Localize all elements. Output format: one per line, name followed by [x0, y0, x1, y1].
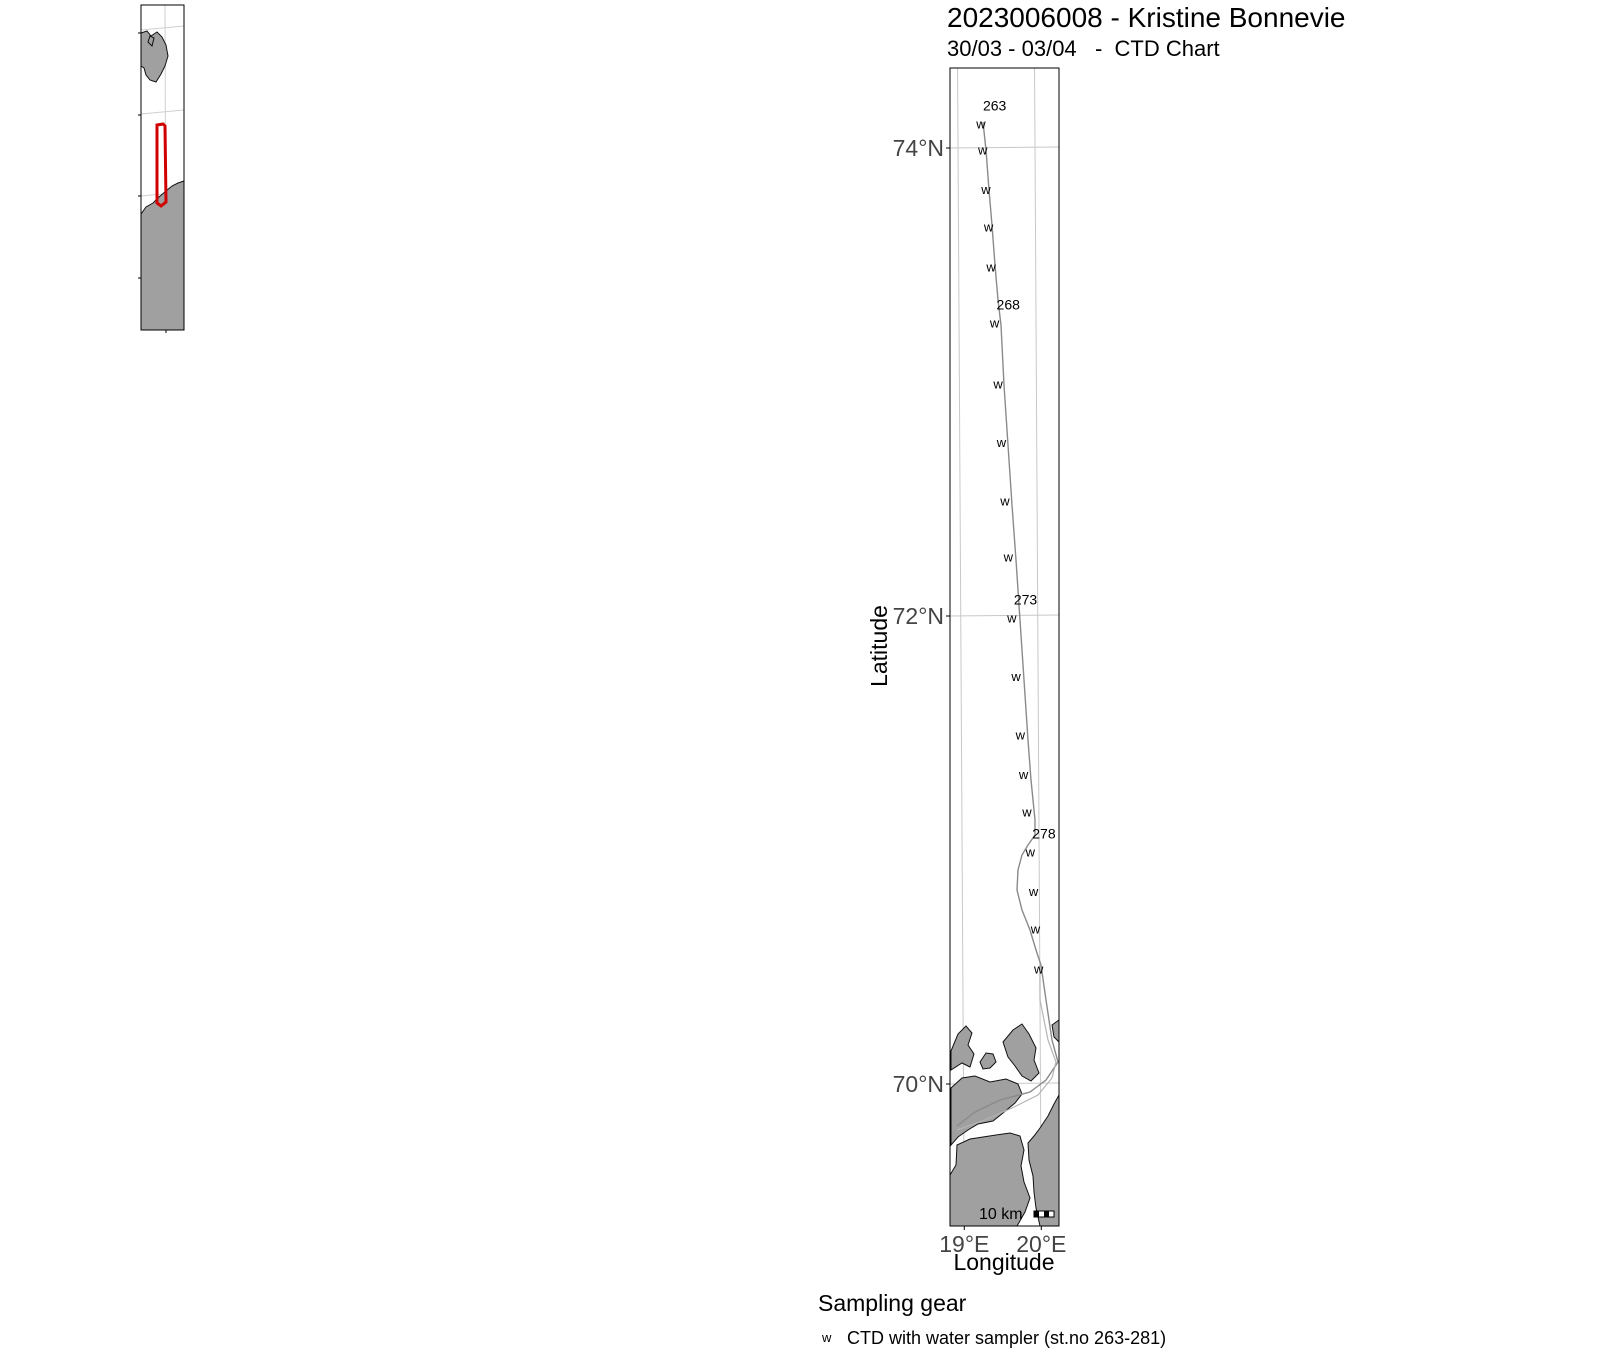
ctd-station-marker: w	[1015, 727, 1025, 743]
legend-symbol: w	[822, 1330, 832, 1345]
ctd-station-marker: w	[981, 182, 991, 198]
ctd-station-marker: w	[993, 376, 1003, 392]
lat-tick-label: 74°N	[892, 135, 944, 161]
lat-tick-label: 72°N	[892, 603, 944, 629]
ctd-station-marker: w	[977, 142, 988, 158]
chart-title: 2023006008 - Kristine Bonnevie	[947, 2, 1346, 33]
main-map	[893, 68, 1067, 1257]
ctd-station-marker: w	[1007, 610, 1017, 626]
legend-title: Sampling gear	[818, 1290, 967, 1316]
ctd-station-marker: w	[1034, 961, 1044, 977]
chart-subtitle: 30/03 - 03/04 - CTD Chart	[947, 36, 1220, 61]
inset-map	[138, 5, 184, 333]
ctd-station-marker: w	[1030, 921, 1041, 937]
legend-label: CTD with water sampler (st.no 263-281)	[847, 1328, 1167, 1348]
ctd-station-marker: w	[1011, 668, 1021, 684]
scale-bar-label: 10 km	[979, 1206, 1023, 1223]
ctd-station-marker: w	[1025, 844, 1035, 860]
station-number-label: 278	[1032, 825, 1056, 842]
ctd-station-marker: w	[1000, 493, 1010, 509]
station-number-label: 273	[1013, 591, 1038, 608]
station-number-label: 268	[996, 296, 1020, 313]
ctd-station-marker: w	[976, 116, 986, 132]
ctd-station-marker: w	[1018, 767, 1029, 783]
y-axis-label: Latitude	[866, 605, 892, 687]
ctd-station-marker: w	[1022, 804, 1032, 820]
lon-tick-label: 20°E	[1016, 1231, 1067, 1257]
ctd-station-marker: w	[1003, 549, 1014, 565]
ctd-station-marker: w	[1028, 884, 1039, 900]
lon-tick-label: 19°E	[939, 1231, 990, 1257]
x-axis-label: Longitude	[953, 1249, 1055, 1275]
ctd-station-marker: w	[989, 315, 1000, 331]
station-number-label: 263	[982, 97, 1007, 114]
lat-tick-label: 70°N	[892, 1071, 944, 1097]
ctd-station-marker: w	[996, 434, 1007, 450]
ctd-station-marker: w	[986, 259, 996, 275]
ctd-station-marker: w	[983, 219, 994, 235]
